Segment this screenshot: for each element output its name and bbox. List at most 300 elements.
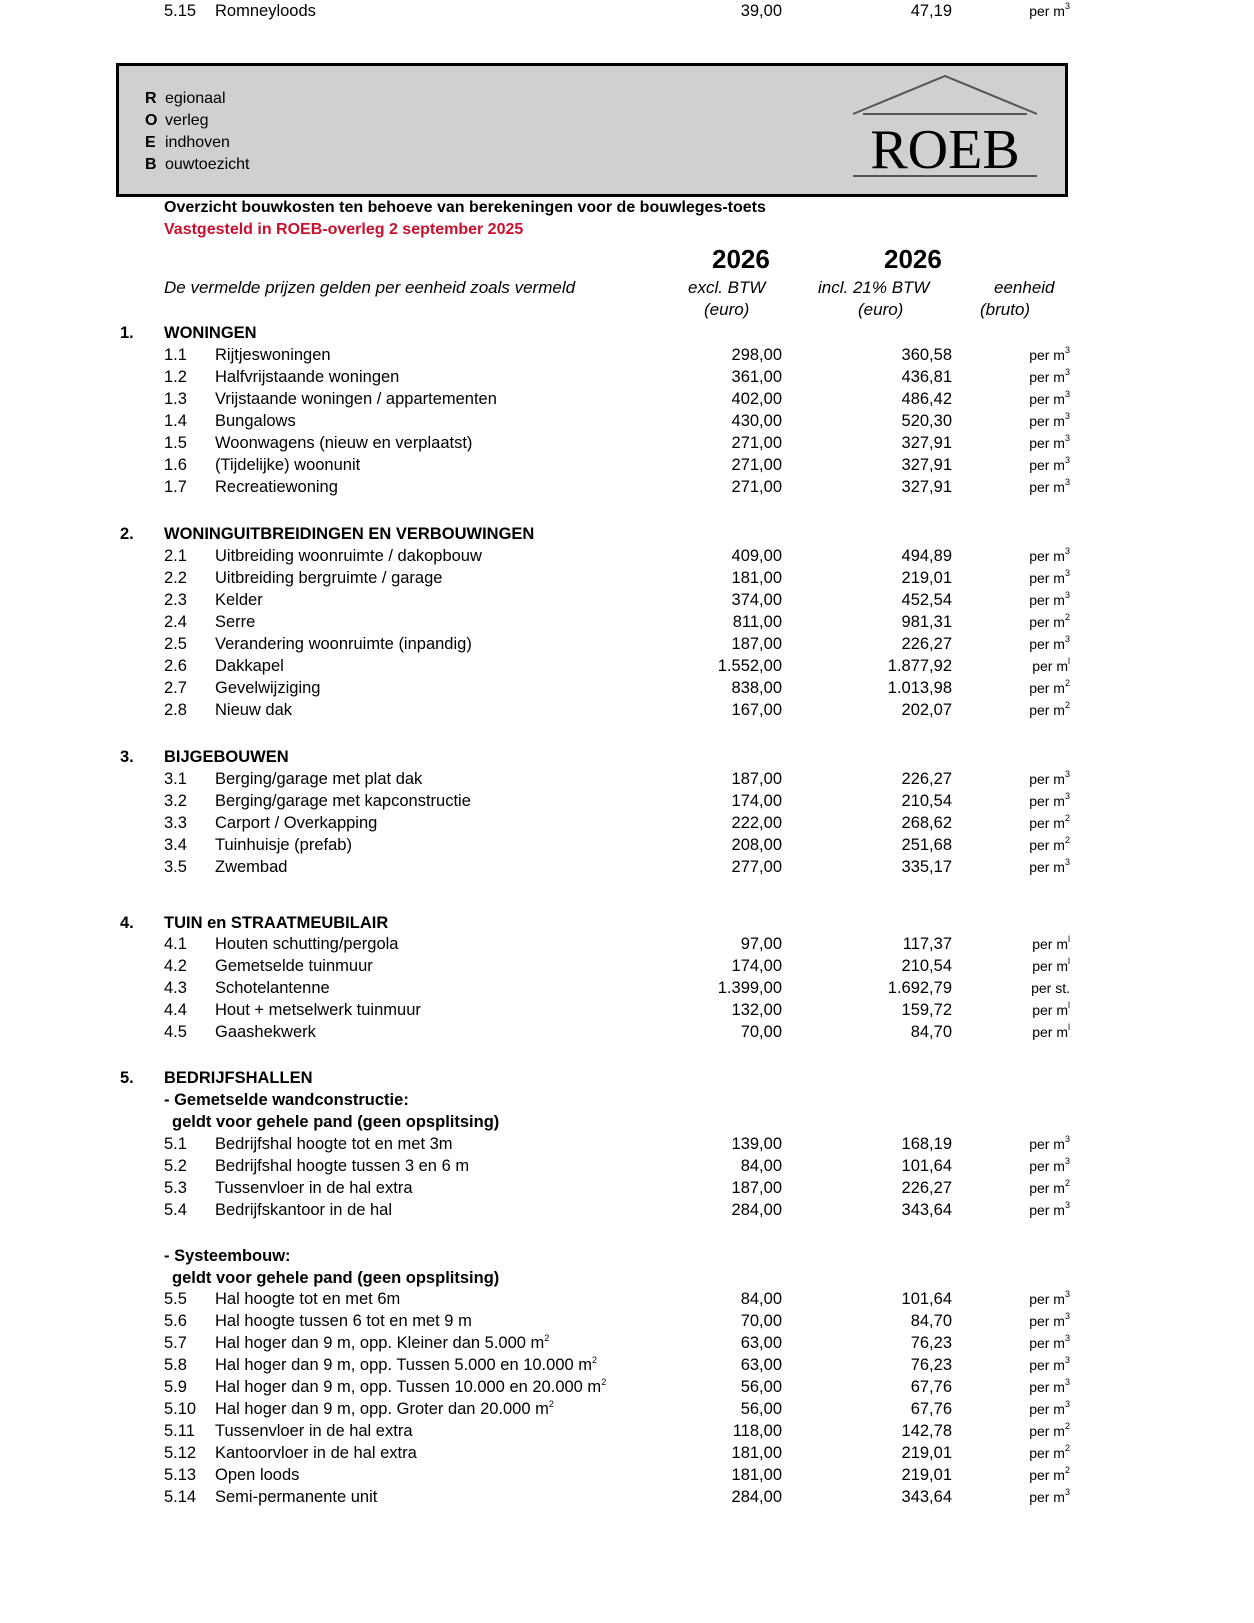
unit-exponent: 3 — [1064, 1487, 1070, 1497]
table-row — [0, 410, 1254, 432]
price-excl-btw: 63,00 — [740, 1356, 782, 1374]
unit-exponent: 3 — [1064, 367, 1070, 377]
incl-label: incl. 21% BTW — [818, 278, 930, 297]
subsection-label: geldt voor gehele pand (geen opsplitsing) — [172, 1269, 500, 1287]
row-unit: per $m^3$ — [1029, 367, 1070, 385]
unit-exponent: 3 — [1064, 546, 1070, 556]
price-excl-btw: 187,00 — [731, 1179, 782, 1197]
row-unit: per $m^3$ — [1029, 568, 1070, 586]
price-excl-btw: 167,00 — [731, 701, 782, 719]
row-description: Hal hoogte tussen 6 tot en met 9 m — [215, 1312, 472, 1330]
row-description: Rijtjeswoningen — [215, 346, 331, 364]
table-row — [0, 388, 1254, 410]
row-description: Romneyloods — [215, 2, 316, 20]
row-number: 5.15 — [164, 2, 197, 20]
price-incl-btw: 520,30 — [901, 412, 952, 430]
row-number: 3.2 — [164, 792, 187, 810]
price-incl-btw: 335,17 — [901, 858, 952, 876]
table-row — [0, 1420, 1254, 1442]
price-excl-btw: 271,00 — [731, 434, 782, 452]
row-unit: per $m^2$ — [1029, 1443, 1070, 1461]
table-row — [0, 768, 1254, 790]
row-unit: per $m^3$ — [1029, 411, 1070, 429]
unit-exponent: 3 — [1064, 1200, 1070, 1210]
description-exponent: 2 — [601, 1377, 607, 1387]
price-incl-btw: 327,91 — [901, 478, 952, 496]
row-unit: per $m^3$ — [1029, 590, 1070, 608]
org-line-3: E indhoven — [145, 134, 230, 151]
section-title: TUIN en STRAATMEUBILAIR — [164, 914, 389, 932]
table-row — [0, 856, 1254, 878]
row-description: Carport / Overkapping — [215, 814, 378, 832]
row-unit: per $m^3$ — [1029, 1487, 1070, 1505]
unit-exponent: 2 — [1064, 612, 1070, 622]
row-unit: per $m^2$ — [1029, 835, 1070, 853]
row-number: 5.2 — [164, 1157, 187, 1175]
document-subtitle: Vastgesteld in ROEB-overleg 2 september 2025 — [164, 221, 524, 238]
row-description: (Tijdelijke) woonunit — [215, 456, 361, 474]
unit-exponent: 3 — [1064, 791, 1070, 801]
price-excl-btw: 56,00 — [740, 1400, 782, 1418]
row-unit: per st. — [1031, 980, 1070, 996]
unit-exponent: 2 — [1064, 813, 1070, 823]
section-title: WONINGUITBREIDINGEN EN VERBOUWINGEN — [164, 525, 535, 543]
row-description: Gevelwijziging — [215, 679, 321, 697]
org-line-2: O verleg — [145, 112, 209, 129]
price-incl-btw: 268,62 — [901, 814, 952, 832]
table-row — [0, 633, 1254, 655]
price-incl-btw: 1.013,98 — [887, 679, 952, 697]
unit-exponent: l — [1068, 656, 1070, 666]
row-number: 2.6 — [164, 657, 187, 675]
row-unit: per $m^3$ — [1029, 1200, 1070, 1218]
row-description: Uitbreiding bergruimte / garage — [215, 569, 443, 587]
year-incl: 2026 — [884, 244, 942, 274]
row-number: 2.1 — [164, 547, 187, 565]
row-number: 1.3 — [164, 390, 187, 408]
price-excl-btw: 187,00 — [731, 635, 782, 653]
price-incl-btw: 219,01 — [901, 1466, 952, 1484]
row-number: 2.3 — [164, 591, 187, 609]
price-incl-btw: 1.692,79 — [887, 979, 952, 997]
price-excl-btw: 84,00 — [740, 1290, 782, 1308]
row-unit: per $m^3$ — [1029, 546, 1070, 564]
row-unit: per $m^2$ — [1029, 1421, 1070, 1439]
price-incl-btw: 210,54 — [901, 792, 952, 810]
row-description: Woonwagens (nieuw en verplaatst) — [215, 434, 473, 452]
logo-text: ROEB — [870, 119, 1020, 181]
table-row — [0, 699, 1254, 721]
row-number: 5.13 — [164, 1466, 197, 1484]
price-incl-btw: 67,76 — [910, 1400, 952, 1418]
price-excl-btw: 271,00 — [731, 456, 782, 474]
section-title: BEDRIJFSHALLEN — [164, 1069, 313, 1087]
row-number: 5.4 — [164, 1201, 187, 1219]
section-number: 2. — [120, 525, 134, 543]
price-incl-btw: 47,19 — [910, 2, 952, 20]
price-incl-btw: 486,42 — [901, 390, 952, 408]
price-excl-btw: 97,00 — [740, 935, 782, 953]
price-incl-btw: 210,54 — [901, 957, 952, 975]
row-description: Tussenvloer in de hal extra — [215, 1179, 413, 1197]
price-incl-btw: 981,31 — [901, 613, 952, 631]
unit-exponent: 3 — [1064, 1377, 1070, 1387]
price-incl-btw: 360,58 — [901, 346, 952, 364]
table-row — [0, 545, 1254, 567]
price-excl-btw: 132,00 — [731, 1001, 782, 1019]
row-unit: per $m^2$ — [1029, 700, 1070, 718]
price-incl-btw: 1.877,92 — [887, 657, 952, 675]
row-unit: per $m^l$ — [1032, 656, 1070, 674]
section-number: 4. — [120, 914, 134, 932]
price-excl-btw: 39,00 — [740, 2, 782, 20]
price-excl-btw: 298,00 — [731, 346, 782, 364]
price-excl-btw: 118,00 — [732, 1422, 782, 1440]
price-incl-btw: 101,64 — [901, 1290, 952, 1308]
row-number: 2.5 — [164, 635, 187, 653]
description-exponent: 2 — [592, 1355, 598, 1365]
unit-exponent: 3 — [1064, 568, 1070, 578]
table-row — [0, 476, 1254, 498]
row-unit: per $m^l$ — [1032, 1000, 1070, 1018]
price-incl-btw: 67,76 — [910, 1378, 952, 1396]
row-description: Berging/garage met plat dak — [215, 770, 423, 788]
row-number: 5.12 — [164, 1444, 197, 1462]
description-exponent: 2 — [544, 1333, 550, 1343]
row-description: Kantoorvloer in de hal extra — [215, 1444, 417, 1462]
table-row — [0, 677, 1254, 699]
row-number: 3.3 — [164, 814, 187, 832]
table-row — [0, 1021, 1254, 1043]
row-description: Tuinhuisje (prefab) — [215, 836, 352, 854]
table-row — [0, 999, 1254, 1021]
row-unit: per $m^3$ — [1029, 857, 1070, 875]
table-row — [0, 0, 1254, 22]
subsection-label: - Systeembouw: — [164, 1247, 291, 1265]
price-excl-btw: 181,00 — [731, 569, 782, 587]
unit-exponent: 3 — [1064, 634, 1070, 644]
price-excl-btw: 277,00 — [731, 858, 782, 876]
price-excl-btw: 271,00 — [731, 478, 782, 496]
table-row — [0, 1332, 1254, 1354]
table-row — [0, 1376, 1254, 1398]
row-description: Hout + metselwerk tuinmuur — [215, 1001, 421, 1019]
unit-exponent: 3 — [1064, 389, 1070, 399]
price-incl-btw: 251,68 — [901, 836, 952, 854]
price-excl-btw: 402,00 — [731, 390, 782, 408]
price-incl-btw: 202,07 — [901, 701, 952, 719]
table-row — [0, 432, 1254, 454]
table-row — [0, 1133, 1254, 1155]
price-excl-btw: 70,00 — [740, 1023, 782, 1041]
table-row — [0, 1310, 1254, 1332]
row-number: 2.7 — [164, 679, 187, 697]
unit-exponent: l — [1068, 1022, 1070, 1032]
price-incl-btw: 142,78 — [901, 1422, 952, 1440]
row-unit: per $m^2$ — [1029, 612, 1070, 630]
row-unit: per $m^l$ — [1032, 934, 1070, 952]
unit-exponent: 2 — [1064, 1443, 1070, 1453]
row-description: Vrijstaande woningen / appartementen — [215, 390, 497, 408]
row-unit: per $m^3$ — [1029, 455, 1070, 473]
subsection-label: geldt voor gehele pand (geen opsplitsing) — [172, 1113, 500, 1131]
unit-exponent: 2 — [1064, 700, 1070, 710]
price-incl-btw: 452,54 — [901, 591, 952, 609]
row-description: Nieuw dak — [215, 701, 293, 719]
row-unit: per $m^3$ — [1029, 791, 1070, 809]
row-number: 1.5 — [164, 434, 187, 452]
price-excl-btw: 56,00 — [740, 1378, 782, 1396]
price-excl-btw: 284,00 — [731, 1488, 782, 1506]
row-description: Hal hoger dan 9 m, opp. Groter dan 20.000 $m^2$ — [215, 1399, 554, 1418]
table-row — [0, 977, 1254, 999]
price-excl-btw: 409,00 — [731, 547, 782, 565]
row-description: Tussenvloer in de hal extra — [215, 1422, 413, 1440]
price-excl-btw: 361,00 — [731, 368, 782, 386]
unit-exponent: 3 — [1064, 1289, 1070, 1299]
row-description: Halfvrijstaande woningen — [215, 368, 400, 386]
price-excl-btw: 63,00 — [740, 1334, 782, 1352]
price-excl-btw: 811,00 — [732, 613, 782, 631]
row-unit: per $m^3$ — [1029, 634, 1070, 652]
row-unit: per $m^3$ — [1029, 1377, 1070, 1395]
excl-label: excl. BTW — [688, 278, 766, 297]
row-number: 2.8 — [164, 701, 187, 719]
price-incl-btw: 219,01 — [901, 569, 952, 587]
price-excl-btw: 84,00 — [740, 1157, 782, 1175]
unit-sub: (bruto) — [980, 300, 1031, 319]
subsection-label: - Gemetselde wandconstructie: — [164, 1091, 409, 1109]
price-excl-btw: 208,00 — [731, 836, 782, 854]
year-excl: 2026 — [712, 244, 770, 274]
row-number: 5.1 — [164, 1135, 187, 1153]
section-title: BIJGEBOUWEN — [164, 748, 289, 766]
section-number: 1. — [120, 324, 134, 342]
price-incl-btw: 327,91 — [901, 434, 952, 452]
unit-exponent: 2 — [1064, 1465, 1070, 1475]
price-excl-btw: 181,00 — [731, 1466, 782, 1484]
table-row — [0, 834, 1254, 856]
row-description: Gemetselde tuinmuur — [215, 957, 373, 975]
price-note: De vermelde prijzen gelden per eenheid zoals vermeld — [164, 278, 576, 297]
row-number: 1.4 — [164, 412, 187, 430]
unit-exponent: 3 — [1064, 857, 1070, 867]
price-excl-btw: 174,00 — [731, 792, 782, 810]
price-excl-btw: 139,00 — [731, 1135, 782, 1153]
row-number: 3.5 — [164, 858, 187, 876]
row-number: 2.2 — [164, 569, 187, 587]
table-row — [0, 344, 1254, 366]
unit-exponent: 3 — [1064, 590, 1070, 600]
table-row — [0, 567, 1254, 589]
unit-exponent: 2 — [1064, 835, 1070, 845]
price-incl-btw: 76,23 — [910, 1334, 952, 1352]
row-description: Bedrijfshal hoogte tot en met 3m — [215, 1135, 453, 1153]
unit-exponent: 3 — [1064, 455, 1070, 465]
table-row — [0, 1177, 1254, 1199]
price-incl-btw: 219,01 — [901, 1444, 952, 1462]
row-number: 4.5 — [164, 1023, 187, 1041]
row-number: 5.14 — [164, 1488, 197, 1506]
price-excl-btw: 174,00 — [731, 957, 782, 975]
unit-exponent: 2 — [1064, 1421, 1070, 1431]
row-number: 4.3 — [164, 979, 187, 997]
unit-exponent: 3 — [1064, 1355, 1070, 1365]
document-title: Overzicht bouwkosten ten behoeve van berekeningen voor de bouwleges-toets — [164, 199, 766, 216]
section-title: WONINGEN — [164, 324, 257, 342]
table-row — [0, 1199, 1254, 1221]
price-incl-btw: 159,72 — [901, 1001, 952, 1019]
row-description: Hal hoger dan 9 m, opp. Tussen 10.000 en 20.000 $m^2$ — [215, 1377, 607, 1396]
row-unit: per $m^3$ — [1029, 1311, 1070, 1329]
row-description: Open loods — [215, 1466, 300, 1484]
price-incl-btw: 84,70 — [910, 1312, 952, 1330]
row-number: 3.4 — [164, 836, 187, 854]
description-exponent: 2 — [548, 1399, 554, 1409]
row-unit: per $m^2$ — [1029, 1178, 1070, 1196]
row-unit: per $m^3$ — [1029, 1289, 1070, 1307]
price-excl-btw: 284,00 — [731, 1201, 782, 1219]
row-unit: per $m^3$ — [1029, 1399, 1070, 1417]
row-description: Verandering woonruimte (inpandig) — [215, 635, 472, 653]
row-description: Hal hoogte tot en met 6m — [215, 1290, 401, 1308]
row-description: Semi-permanente unit — [215, 1488, 378, 1506]
unit-exponent: 3 — [1064, 1333, 1070, 1343]
row-number: 3.1 — [164, 770, 187, 788]
unit-exponent: 3 — [1064, 1311, 1070, 1321]
row-unit: per $m^l$ — [1032, 1022, 1070, 1040]
row-number: 1.1 — [164, 346, 187, 364]
price-incl-btw: 101,64 — [901, 1157, 952, 1175]
row-unit: per $m^3$ — [1029, 1333, 1070, 1351]
price-excl-btw: 187,00 — [731, 770, 782, 788]
price-incl-btw: 436,81 — [901, 368, 952, 386]
unit-exponent: 3 — [1064, 1, 1070, 11]
price-incl-btw: 226,27 — [901, 635, 952, 653]
roeb-logo — [845, 72, 1045, 184]
table-row — [0, 1486, 1254, 1508]
row-unit: per $m^3$ — [1029, 345, 1070, 363]
table-row — [0, 655, 1254, 677]
row-number: 4.2 — [164, 957, 187, 975]
price-excl-btw: 1.552,00 — [717, 657, 782, 675]
table-row — [0, 812, 1254, 834]
table-row — [0, 1354, 1254, 1376]
row-description: Schotelantenne — [215, 979, 330, 997]
section-number: 3. — [120, 748, 134, 766]
table-row — [0, 611, 1254, 633]
unit-exponent: 3 — [1064, 477, 1070, 487]
price-incl-btw: 226,27 — [901, 770, 952, 788]
table-row — [0, 1442, 1254, 1464]
row-description: Recreatiewoning — [215, 478, 338, 496]
row-number: 1.2 — [164, 368, 187, 386]
row-description: Berging/garage met kapconstructie — [215, 792, 471, 810]
price-incl-btw: 327,91 — [901, 456, 952, 474]
price-incl-btw: 168,19 — [901, 1135, 952, 1153]
unit-exponent: l — [1068, 1000, 1070, 1010]
row-description: Gaashekwerk — [215, 1023, 316, 1041]
row-unit: per $m^3$ — [1029, 389, 1070, 407]
header-box — [116, 63, 1068, 197]
row-number: 2.4 — [164, 613, 187, 631]
table-row — [0, 1398, 1254, 1420]
unit-exponent: l — [1068, 956, 1070, 966]
row-unit: per $m^2$ — [1029, 678, 1070, 696]
unit-exponent: l — [1068, 934, 1070, 944]
row-description: Houten schutting/pergola — [215, 935, 399, 953]
price-incl-btw: 76,23 — [910, 1356, 952, 1374]
price-incl-btw: 343,64 — [901, 1488, 952, 1506]
row-number: 5.3 — [164, 1179, 187, 1197]
unit-exponent: 3 — [1064, 1134, 1070, 1144]
row-number: 5.11 — [164, 1422, 195, 1440]
row-number: 5.7 — [164, 1334, 187, 1352]
unit-exponent: 2 — [1064, 1178, 1070, 1188]
unit-exponent: 3 — [1064, 345, 1070, 355]
price-incl-btw: 343,64 — [901, 1201, 952, 1219]
row-number: 5.8 — [164, 1356, 187, 1374]
price-incl-btw: 494,89 — [901, 547, 952, 565]
table-row — [0, 589, 1254, 611]
row-number: 1.7 — [164, 478, 187, 496]
price-incl-btw: 117,37 — [902, 935, 952, 953]
price-excl-btw: 1.399,00 — [717, 979, 782, 997]
table-row — [0, 790, 1254, 812]
unit-exponent: 3 — [1064, 1156, 1070, 1166]
row-number: 5.6 — [164, 1312, 187, 1330]
row-number: 5.9 — [164, 1378, 187, 1396]
table-row — [0, 933, 1254, 955]
row-unit: per $m^3$ — [1029, 1134, 1070, 1152]
price-excl-btw: 430,00 — [731, 412, 782, 430]
unit-exponent: 3 — [1064, 1399, 1070, 1409]
row-unit: per $m^3$ — [1029, 433, 1070, 451]
table-row — [0, 955, 1254, 977]
row-unit: per $m^3$ — [1029, 1355, 1070, 1373]
row-description: Bedrijfskantoor in de hal — [215, 1201, 393, 1219]
section-number: 5. — [120, 1069, 134, 1087]
row-description: Uitbreiding woonruimte / dakopbouw — [215, 547, 482, 565]
price-excl-btw: 838,00 — [731, 679, 782, 697]
unit-exponent: 2 — [1064, 678, 1070, 688]
row-number: 1.6 — [164, 456, 187, 474]
table-row — [0, 1464, 1254, 1486]
unit-exponent: 3 — [1064, 433, 1070, 443]
table-row — [0, 1155, 1254, 1177]
row-description: Serre — [215, 613, 256, 631]
unit-label: eenheid — [994, 278, 1055, 297]
incl-sub: (euro) — [858, 300, 904, 319]
unit-exponent: 3 — [1064, 769, 1070, 779]
price-excl-btw: 181,00 — [731, 1444, 782, 1462]
unit-exponent: 3 — [1064, 411, 1070, 421]
row-description: Bungalows — [215, 412, 296, 430]
row-unit: per $m^3$ — [1029, 477, 1070, 495]
org-line-4: B ouwtoezicht — [145, 156, 250, 173]
row-description: Zwembad — [215, 858, 288, 876]
excl-sub: (euro) — [704, 300, 750, 319]
table-row — [0, 366, 1254, 388]
row-unit: per $m^l$ — [1032, 956, 1070, 974]
table-row — [0, 1288, 1254, 1310]
org-line-1: R egionaal — [145, 90, 226, 107]
row-number: 4.4 — [164, 1001, 187, 1019]
row-unit: per $m^2$ — [1029, 1465, 1070, 1483]
row-description: Kelder — [215, 591, 263, 609]
row-description: Hal hoger dan 9 m, opp. Tussen 5.000 en 10.000 $m^2$ — [215, 1355, 598, 1374]
row-unit: per $m^3$ — [1029, 1, 1070, 19]
